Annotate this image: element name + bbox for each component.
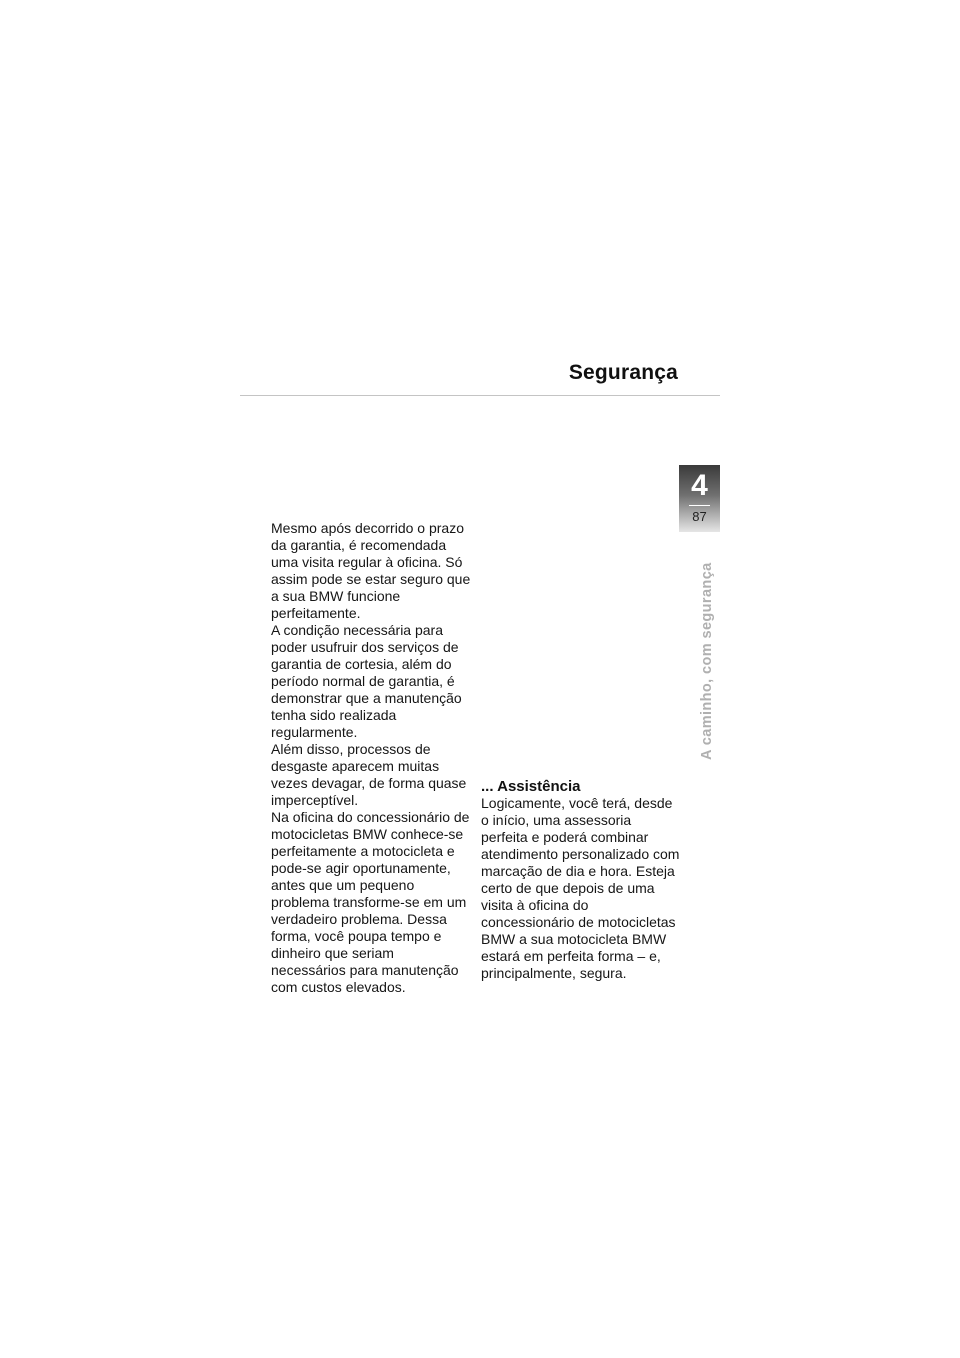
section-heading: ... Assistência <box>481 778 581 795</box>
right-column <box>481 778 681 982</box>
chapter-number: 4 <box>691 469 708 502</box>
paragraph: Mesmo após decorrido o prazo da garantia, é recomendada uma visita regular à oficina. Só assim pode se estar seguro que a sua BMW funcione perfeitamente. <box>271 520 471 621</box>
chapter-side-title <box>700 548 714 760</box>
chapter-side-title-text: A caminho, com segurança <box>699 562 715 760</box>
paragraph: Logicamente, você terá, desde o início, uma assessoria perfeita e poderá combinar atendimento personalizado com marcação de dia e hora. Esteja certo de que depois de uma visita à oficina do concessionário de motocicletas BMW a sua motocicleta BMW estará em perfeita forma – e, principalmente, segura. <box>481 795 680 981</box>
paragraph: Na oficina do concessionário de motocicletas BMW conhece-se perfeitamente a motocicleta e pode-se agir oportunamente, antes que um pequeno problema transforme-se em um verdadeiro problema. Dessa forma, você poupa tempo e dinheiro que seriam necessários para manutenção com custos elevados. <box>271 809 470 995</box>
chapter-tab <box>679 465 720 532</box>
left-column <box>271 520 471 996</box>
paragraph: Além disso, processos de desgaste aparecem muitas vezes devagar, de forma quase imperceptível. <box>271 741 467 808</box>
chapter-divider <box>689 505 710 506</box>
header-rule <box>240 395 720 396</box>
paragraph: A condição necessária para poder usufruir dos serviços de garantia de cortesia, além do período normal de garantia, é demonstrar que a manutenção tenha sido realizada regularmente. <box>271 622 462 740</box>
page-number: 87 <box>692 509 707 524</box>
header-title: Segurança <box>568 361 678 384</box>
